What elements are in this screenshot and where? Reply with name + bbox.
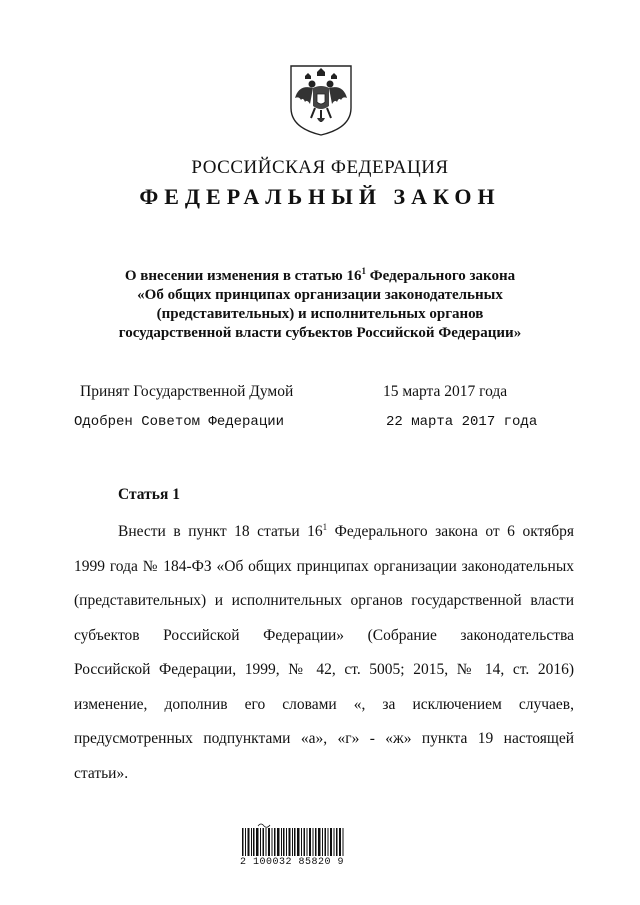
coat-of-arms-emblem bbox=[287, 62, 355, 138]
law-subject bbox=[90, 262, 550, 343]
article-line-4: субъектов Российской Федерации» (Собрание законодательства bbox=[74, 626, 574, 644]
duma-adoption-label: Принят Государственной Думой bbox=[80, 383, 294, 400]
subject-line-4: государственной власти субъектов Российской Федерации» bbox=[118, 325, 522, 341]
subject-line-2: «Об общих принципах организации законодательных bbox=[137, 287, 503, 303]
article-line-5: Российской Федерации, 1999, № 42, ст. 5005; 2015, № 14, ст. 2016) bbox=[74, 661, 574, 678]
law-type-title: ФЕДЕРАЛЬНЫЙ ЗАКОН bbox=[139, 184, 501, 209]
council-approval-date: 22 марта 2017 года bbox=[386, 414, 538, 430]
country-heading: РОССИЙСКАЯ ФЕДЕРАЦИЯ bbox=[191, 157, 449, 178]
subject-line-3: (представительных) и исполнительных органов bbox=[156, 306, 484, 322]
subject-line-1-post: Федерального закона bbox=[366, 268, 516, 284]
article-line-1: Внести в пункт 18 статьи $16^1$ Федерального закона от 6 октября bbox=[118, 521, 574, 540]
subject-superscript: 1 bbox=[361, 266, 367, 276]
article-superscript: 1 bbox=[322, 521, 328, 532]
subject-line-1-pre: О внесении изменения в статью 16 bbox=[124, 268, 362, 284]
council-approval-label: Одобрен Советом Федерации bbox=[74, 414, 285, 430]
article-line-6: изменение, дополнив его словами «, за исключением случаев, bbox=[74, 695, 574, 713]
article-line-8: статьи». bbox=[74, 764, 129, 782]
article-body bbox=[74, 515, 574, 791]
article-line-7: предусмотренных подпунктами «а», «г» - «ж» пункта 19 настоящей bbox=[74, 730, 574, 747]
barcode-image bbox=[240, 822, 345, 856]
article-line-2: 1999 года № 184-ФЗ «Об общих принципах организации законодательных bbox=[74, 557, 574, 575]
article-line-3: (представительных) и исполнительных органов государственной власти bbox=[74, 592, 574, 609]
article-heading: Статья 1 bbox=[118, 486, 180, 503]
barcode-number: 2 100032 85820 9 bbox=[239, 857, 344, 868]
duma-adoption-date: 15 марта 2017 года bbox=[383, 383, 508, 400]
